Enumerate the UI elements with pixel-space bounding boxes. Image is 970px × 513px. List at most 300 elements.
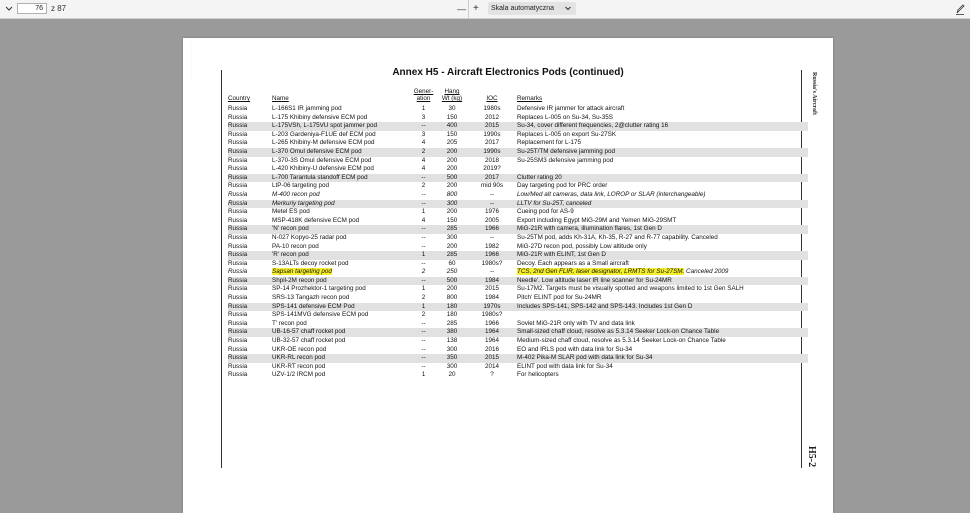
cell-remarks bbox=[517, 371, 808, 380]
cell-name bbox=[272, 303, 410, 312]
cell-hang-weight bbox=[437, 157, 467, 166]
cell-ioc bbox=[467, 200, 517, 209]
cell-country-text: Russia bbox=[228, 285, 248, 293]
cell-ioc-text: 1966 bbox=[484, 251, 499, 259]
table-row bbox=[228, 320, 808, 329]
cell-ioc-text: 2019? bbox=[483, 165, 501, 173]
cell-country bbox=[228, 346, 272, 355]
cell-name bbox=[272, 354, 410, 363]
cell-remarks-text: Small-sized chaff cloud, resolve as 5.3.14 Seeker Lock-on Chance Table bbox=[517, 328, 720, 336]
cell-country bbox=[228, 294, 272, 303]
cell-hang-weight-text: 60 bbox=[448, 259, 456, 267]
cell-generation bbox=[410, 371, 437, 380]
cell-country-text: Russia bbox=[228, 130, 248, 138]
cell-country-text: Russia bbox=[228, 328, 248, 336]
cell-ioc-text: 2005 bbox=[484, 216, 499, 224]
cell-remarks-text: Su-17M2. Targets must be visually spotted and weapons limited to 1st Gen SALH bbox=[517, 285, 744, 293]
col-header-hang-weight: Hang Wt (kg) bbox=[441, 88, 463, 102]
cell-country bbox=[228, 122, 272, 131]
col-header-country: Country bbox=[228, 95, 251, 102]
cell-ioc-text: -- bbox=[489, 199, 495, 207]
table-row bbox=[228, 354, 808, 363]
cell-country-text: Russia bbox=[228, 362, 248, 370]
cell-remarks bbox=[517, 182, 808, 191]
cell-name bbox=[272, 131, 410, 140]
page-number-input[interactable]: 76 bbox=[17, 3, 47, 14]
cell-ioc-text: 1982 bbox=[484, 242, 499, 250]
cell-generation-text: 3 bbox=[421, 130, 426, 138]
cell-ioc bbox=[467, 354, 517, 363]
cell-country bbox=[228, 174, 272, 183]
cell-hang-weight-text: 200 bbox=[446, 156, 458, 164]
cell-hang-weight-text: 300 bbox=[446, 199, 458, 207]
cell-hang-weight-text: 200 bbox=[446, 242, 458, 250]
cell-generation-text: 1 bbox=[421, 251, 426, 259]
cell-remarks bbox=[517, 303, 808, 312]
cell-name bbox=[272, 251, 410, 260]
cell-generation bbox=[410, 260, 437, 269]
cell-hang-weight-text: 285 bbox=[446, 251, 458, 259]
zoom-out-button[interactable]: — bbox=[457, 4, 466, 14]
cell-remarks bbox=[517, 174, 808, 183]
cell-remarks bbox=[517, 277, 808, 286]
cell-generation bbox=[410, 363, 437, 372]
cell-country bbox=[228, 268, 272, 277]
cell-remarks bbox=[517, 346, 808, 355]
cell-hang-weight-text: 300 bbox=[446, 362, 458, 370]
cell-remarks-text: Needle'. Low altitude laser IR line scanner for Su-24MR bbox=[517, 276, 672, 284]
cell-name bbox=[272, 277, 410, 286]
cell-generation bbox=[410, 285, 437, 294]
cell-hang-weight-text: 138 bbox=[446, 337, 458, 345]
cell-name-text: LtP-06 targeting pod bbox=[272, 182, 330, 190]
cell-name bbox=[272, 217, 410, 226]
cell-hang-weight bbox=[437, 114, 467, 123]
cell-generation-text: 3 bbox=[421, 113, 426, 121]
cell-generation-text: -- bbox=[421, 259, 426, 267]
cell-name-text: SRS-13 Tangazh recon pod bbox=[272, 294, 350, 302]
table-row bbox=[228, 217, 808, 226]
cell-generation bbox=[410, 243, 437, 252]
page-total-label: z 87 bbox=[51, 4, 67, 13]
cell-country-text: Russia bbox=[228, 354, 248, 362]
cell-generation bbox=[410, 234, 437, 243]
cell-country bbox=[228, 191, 272, 200]
cell-hang-weight-text: 150 bbox=[446, 113, 458, 121]
cell-name-text: UB-32-57 chaff rocket pod bbox=[272, 337, 346, 345]
running-side-title: Russia's Aircraft bbox=[811, 72, 817, 116]
cell-name-text: L-203 Gardeniya-F1UE def ECM pod bbox=[272, 130, 376, 138]
cell-country bbox=[228, 131, 272, 140]
cell-country bbox=[228, 114, 272, 123]
cell-generation bbox=[410, 251, 437, 260]
cell-name bbox=[272, 114, 410, 123]
cell-remarks bbox=[517, 234, 808, 243]
cell-generation-text: -- bbox=[421, 276, 426, 284]
cell-ioc-text: 1976 bbox=[484, 208, 499, 216]
cell-name-text: L-166S1 IR jamming pod bbox=[272, 105, 342, 112]
cell-hang-weight-text: 300 bbox=[446, 233, 458, 241]
table-row bbox=[228, 225, 808, 234]
cell-country-text: Russia bbox=[228, 156, 248, 164]
cell-name-text: L-265 Khibiny-M defensive ECM pod bbox=[272, 139, 375, 147]
cell-hang-weight bbox=[437, 225, 467, 234]
cell-remarks-text: Export including Egypt MiG-29M and Yemen MiG-29SMT bbox=[517, 216, 677, 224]
cell-name-text: UB-16-57 chaff rocket pod bbox=[272, 328, 346, 336]
cell-country-text: Russia bbox=[228, 259, 248, 267]
cell-name-text: L-175VSh, L-175VU spot jammer pod bbox=[272, 122, 378, 130]
cell-remarks bbox=[517, 208, 808, 217]
cell-hang-weight-text: 250 bbox=[446, 268, 458, 276]
cell-hang-weight bbox=[437, 174, 467, 183]
cell-remarks bbox=[517, 251, 808, 260]
cell-generation bbox=[410, 200, 437, 209]
cell-hang-weight-text: 150 bbox=[446, 216, 458, 224]
cell-country-text: Russia bbox=[228, 268, 248, 276]
table-row bbox=[228, 294, 808, 303]
cell-ioc bbox=[467, 182, 517, 191]
cell-name-text: T' recon pod bbox=[272, 319, 307, 327]
page-label: H5-2 bbox=[806, 446, 817, 468]
cell-remarks bbox=[517, 131, 808, 140]
document-viewer[interactable] bbox=[0, 19, 970, 500]
cell-generation-text: 1 bbox=[421, 208, 426, 216]
chevron-down-icon[interactable] bbox=[4, 0, 14, 18]
cell-country bbox=[228, 208, 272, 217]
cell-hang-weight-text: 285 bbox=[446, 319, 458, 327]
cell-name bbox=[272, 191, 410, 200]
cell-country-text: Russia bbox=[228, 302, 248, 310]
cell-generation-text: 1 bbox=[421, 105, 426, 112]
cell-ioc bbox=[467, 277, 517, 286]
cell-name-text: UZV-1/2 IRCM pod bbox=[272, 371, 326, 379]
pdf-toolbar bbox=[0, 0, 970, 19]
cell-hang-weight bbox=[437, 277, 467, 286]
cell-remarks-text: Pitch' ELINT pod for Su-24MR bbox=[517, 294, 602, 302]
cell-hang-weight bbox=[437, 105, 467, 114]
cell-ioc bbox=[467, 346, 517, 355]
cell-country-text: Russia bbox=[228, 371, 248, 379]
cell-hang-weight bbox=[437, 260, 467, 269]
cell-hang-weight-text: 200 bbox=[446, 165, 458, 173]
cell-country-text: Russia bbox=[228, 208, 248, 216]
cell-country bbox=[228, 105, 272, 114]
cell-name-text: Merkuriy targeting pod bbox=[272, 199, 335, 207]
cell-hang-weight-text: 180 bbox=[446, 302, 458, 310]
cell-ioc-text: 2016 bbox=[484, 345, 499, 353]
cell-name-text: L-700 Tarantula standoff ECM pod bbox=[272, 173, 368, 181]
cell-ioc-text: 2017 bbox=[484, 139, 499, 147]
cell-name-text: 'N' recon pod bbox=[272, 225, 309, 233]
cell-hang-weight-text: 500 bbox=[446, 173, 458, 181]
cell-hang-weight-text: 400 bbox=[446, 122, 458, 130]
table-row bbox=[228, 285, 808, 294]
cell-remarks bbox=[517, 105, 808, 114]
cell-remarks-text: MiG-21R with camera, illumination flares, 1st Gen D bbox=[517, 225, 662, 233]
table-row bbox=[228, 311, 808, 320]
table-row bbox=[228, 243, 808, 252]
cell-country bbox=[228, 157, 272, 166]
cell-generation-text: 4 bbox=[421, 156, 426, 164]
cell-generation bbox=[410, 208, 437, 217]
cell-name bbox=[272, 105, 410, 114]
cell-generation-text: 2 bbox=[421, 268, 426, 276]
cell-country bbox=[228, 260, 272, 269]
cell-hang-weight bbox=[437, 311, 467, 320]
cell-country bbox=[228, 320, 272, 329]
cell-generation-text: -- bbox=[421, 242, 426, 250]
cell-name bbox=[272, 294, 410, 303]
zoom-in-button[interactable]: + bbox=[473, 3, 479, 14]
cell-hang-weight-text: 500 bbox=[446, 276, 458, 284]
cell-ioc bbox=[467, 285, 517, 294]
cell-ioc bbox=[467, 251, 517, 260]
cell-country bbox=[228, 182, 272, 191]
cell-country-text: Russia bbox=[228, 165, 248, 173]
cell-ioc bbox=[467, 225, 517, 234]
cell-country-text: Russia bbox=[228, 105, 248, 112]
cell-country bbox=[228, 148, 272, 157]
cell-name-text: UKR-OE recon pod bbox=[272, 345, 327, 353]
cell-ioc-text: 1970s bbox=[483, 302, 501, 310]
toolbar-divider bbox=[468, 0, 469, 18]
cell-generation-text: -- bbox=[421, 345, 426, 353]
table-row bbox=[228, 337, 808, 346]
cell-ioc bbox=[467, 303, 517, 312]
cell-country-text: Russia bbox=[228, 147, 248, 155]
cell-remarks bbox=[517, 165, 808, 174]
table-row bbox=[228, 114, 808, 123]
cell-generation bbox=[410, 328, 437, 337]
cell-remarks-text: Decoy. Each appears as a Small aircraft bbox=[517, 259, 629, 267]
cell-generation bbox=[410, 320, 437, 329]
cell-remarks-text: Su-25SM3 defensive jamming pod bbox=[517, 156, 614, 164]
pods-table bbox=[228, 88, 808, 380]
cell-ioc bbox=[467, 131, 517, 140]
cell-remarks-text: MiG-21R with ELINT, 1st Gen D bbox=[517, 251, 606, 259]
cell-name bbox=[272, 243, 410, 252]
cell-generation-text: 2 bbox=[421, 182, 426, 190]
cell-ioc-text: 2015 bbox=[484, 285, 499, 293]
cell-country bbox=[228, 328, 272, 337]
cell-ioc bbox=[467, 371, 517, 380]
cell-hang-weight-text: 180 bbox=[446, 311, 458, 319]
table-row bbox=[228, 122, 808, 131]
cell-hang-weight bbox=[437, 363, 467, 372]
cell-generation bbox=[410, 303, 437, 312]
cell-country bbox=[228, 251, 272, 260]
cell-ioc-text: 1990s bbox=[483, 147, 501, 155]
cell-ioc-text: 1964 bbox=[484, 328, 499, 336]
cell-ioc bbox=[467, 268, 517, 277]
cell-ioc-text: 1980s? bbox=[481, 259, 503, 267]
cell-ioc-text: 1984 bbox=[484, 276, 499, 284]
cell-name-text: SP-14 Prozhektor-1 targeting pod bbox=[272, 285, 366, 293]
cell-ioc-text: 1966 bbox=[484, 225, 499, 233]
cell-name bbox=[272, 165, 410, 174]
cell-name bbox=[272, 157, 410, 166]
cell-name-text: SPS-141 defensive ECM Pod bbox=[272, 302, 355, 310]
cell-country-text: Russia bbox=[228, 233, 248, 241]
cell-country-text: Russia bbox=[228, 276, 248, 284]
col-header-generation: Gener- ation bbox=[413, 88, 434, 102]
cell-ioc bbox=[467, 234, 517, 243]
table-row bbox=[228, 157, 808, 166]
document-title: Annex H5 - Aircraft Electronics Pods (continued) bbox=[392, 67, 624, 78]
cell-ioc bbox=[467, 208, 517, 217]
cell-ioc bbox=[467, 328, 517, 337]
cell-ioc-text: 1966 bbox=[484, 319, 499, 327]
cell-country-text: Russia bbox=[228, 311, 248, 319]
cell-country bbox=[228, 243, 272, 252]
cell-ioc bbox=[467, 260, 517, 269]
cell-country bbox=[228, 285, 272, 294]
cell-remarks bbox=[517, 217, 808, 226]
cell-generation-text: -- bbox=[421, 362, 426, 370]
table-row bbox=[228, 234, 808, 243]
cell-remarks-text: Defensive IR jammer for attack aircraft bbox=[517, 105, 625, 112]
cell-ioc-text: 2014 bbox=[484, 362, 499, 370]
cell-ioc bbox=[467, 337, 517, 346]
cell-remarks bbox=[517, 354, 808, 363]
cell-hang-weight bbox=[437, 346, 467, 355]
cell-country bbox=[228, 337, 272, 346]
cell-hang-weight bbox=[437, 303, 467, 312]
cell-generation bbox=[410, 346, 437, 355]
cell-name bbox=[272, 337, 410, 346]
cell-name-text: 'R' recon pod bbox=[272, 251, 309, 259]
cell-generation-text: -- bbox=[421, 199, 426, 207]
cell-ioc-text: -- bbox=[489, 233, 495, 241]
cell-generation-text: -- bbox=[421, 354, 426, 362]
cell-country bbox=[228, 371, 272, 380]
cell-generation-text: -- bbox=[421, 225, 426, 233]
cell-remarks bbox=[517, 294, 808, 303]
cell-ioc-text: 2015 bbox=[484, 354, 499, 362]
cell-ioc bbox=[467, 157, 517, 166]
cell-remarks-text: Su-25T/TM defensive jamming pod bbox=[517, 147, 615, 155]
cell-hang-weight-text: 200 bbox=[446, 182, 458, 190]
cell-name-text: L-370-3S Omul defensive ECM pod bbox=[272, 156, 372, 164]
cell-ioc-text: 1980s bbox=[483, 105, 501, 112]
cell-remarks-text: Includes SPS-141, SPS-142 and SPS-143. Includes 1st Gen D bbox=[517, 302, 693, 310]
table-row bbox=[228, 139, 808, 148]
cell-country-text: Russia bbox=[228, 216, 248, 224]
cell-name-text: Metel ES pod bbox=[272, 208, 310, 216]
col-header-ioc: IOC bbox=[486, 95, 498, 102]
table-row bbox=[228, 277, 808, 286]
cell-generation-text: 2 bbox=[421, 311, 426, 319]
cell-name bbox=[272, 174, 410, 183]
cell-remarks-text: Replaces L-005 on export Su-27SK bbox=[517, 130, 617, 138]
cell-remarks bbox=[517, 122, 808, 131]
cell-ioc-text: 1980s? bbox=[481, 311, 503, 319]
table-row bbox=[228, 131, 808, 140]
cell-generation bbox=[410, 311, 437, 320]
cell-name bbox=[272, 234, 410, 243]
cell-country-text: Russia bbox=[228, 345, 248, 353]
cell-hang-weight bbox=[437, 182, 467, 191]
cell-ioc bbox=[467, 165, 517, 174]
cell-ioc-text: 1984 bbox=[484, 294, 499, 302]
cell-country-text: Russia bbox=[228, 122, 248, 130]
table-row bbox=[228, 182, 808, 191]
cell-remarks bbox=[517, 337, 808, 346]
annotate-pen-icon[interactable] bbox=[955, 0, 965, 18]
cell-country bbox=[228, 311, 272, 320]
cell-name bbox=[272, 182, 410, 191]
cell-remarks-text: LLTV for Su-25T, canceled bbox=[517, 199, 592, 207]
cell-ioc-text: 2018 bbox=[484, 156, 499, 164]
cell-hang-weight-text: 200 bbox=[446, 285, 458, 293]
cell-generation-text: -- bbox=[421, 328, 426, 336]
left-margin-rule bbox=[221, 70, 222, 468]
cell-remarks bbox=[517, 311, 808, 320]
cell-hang-weight-text: 20 bbox=[448, 371, 456, 379]
cell-country-text: Russia bbox=[228, 190, 248, 198]
cell-generation bbox=[410, 105, 437, 114]
cell-country bbox=[228, 363, 272, 372]
cell-generation-text: 4 bbox=[421, 139, 426, 147]
cell-remarks-text: Soviet MiG-21R only with TV and data link bbox=[517, 319, 635, 327]
margin-stamp: ................................ bbox=[190, 43, 195, 79]
cell-generation-text: 1 bbox=[421, 371, 426, 379]
cell-country-text: Russia bbox=[228, 242, 248, 250]
cell-hang-weight bbox=[437, 294, 467, 303]
table-row bbox=[228, 346, 808, 355]
cell-hang-weight bbox=[437, 131, 467, 140]
table-body bbox=[228, 105, 808, 380]
table-row bbox=[228, 328, 808, 337]
table-row bbox=[228, 208, 808, 217]
cell-hang-weight-text: 30 bbox=[448, 105, 456, 112]
cell-name-text: PA-10 recon pod bbox=[272, 242, 319, 250]
col-header-remarks: Remarks bbox=[517, 95, 543, 102]
cell-remarks bbox=[517, 114, 808, 123]
cell-remarks bbox=[517, 328, 808, 337]
cell-generation bbox=[410, 337, 437, 346]
cell-generation bbox=[410, 225, 437, 234]
cell-ioc bbox=[467, 114, 517, 123]
table-row bbox=[228, 303, 808, 312]
cell-country-text: Russia bbox=[228, 337, 248, 345]
cell-country bbox=[228, 139, 272, 148]
table-row bbox=[228, 165, 808, 174]
cell-name bbox=[272, 320, 410, 329]
cell-hang-weight-text: 300 bbox=[446, 345, 458, 353]
cell-country-text: Russia bbox=[228, 225, 248, 233]
cell-remarks-text: Su-25TM pod, adds Kh-31A, Kh-35, R-27 and R-77 capability. Canceled bbox=[517, 233, 718, 241]
cell-ioc bbox=[467, 122, 517, 131]
cell-generation-text: 1 bbox=[421, 302, 426, 310]
cell-hang-weight-text: 350 bbox=[446, 354, 458, 362]
cell-remarks bbox=[517, 225, 808, 234]
zoom-select[interactable] bbox=[488, 2, 576, 15]
cell-country-text: Russia bbox=[228, 113, 248, 121]
cell-generation-text: -- bbox=[421, 173, 426, 181]
cell-country bbox=[228, 200, 272, 209]
cell-country bbox=[228, 217, 272, 226]
cell-name bbox=[272, 285, 410, 294]
table-row bbox=[228, 174, 808, 183]
cell-generation-text: -- bbox=[421, 122, 426, 130]
zoom-select-value: Skala automatyczna bbox=[491, 5, 555, 12]
cell-generation-text: 4 bbox=[421, 216, 426, 224]
cell-name-text: N-027 Kopyo-25 radar pod bbox=[272, 233, 347, 241]
cell-generation-text: 2 bbox=[421, 294, 426, 302]
cell-hang-weight bbox=[437, 139, 467, 148]
cell-remarks bbox=[517, 191, 808, 200]
